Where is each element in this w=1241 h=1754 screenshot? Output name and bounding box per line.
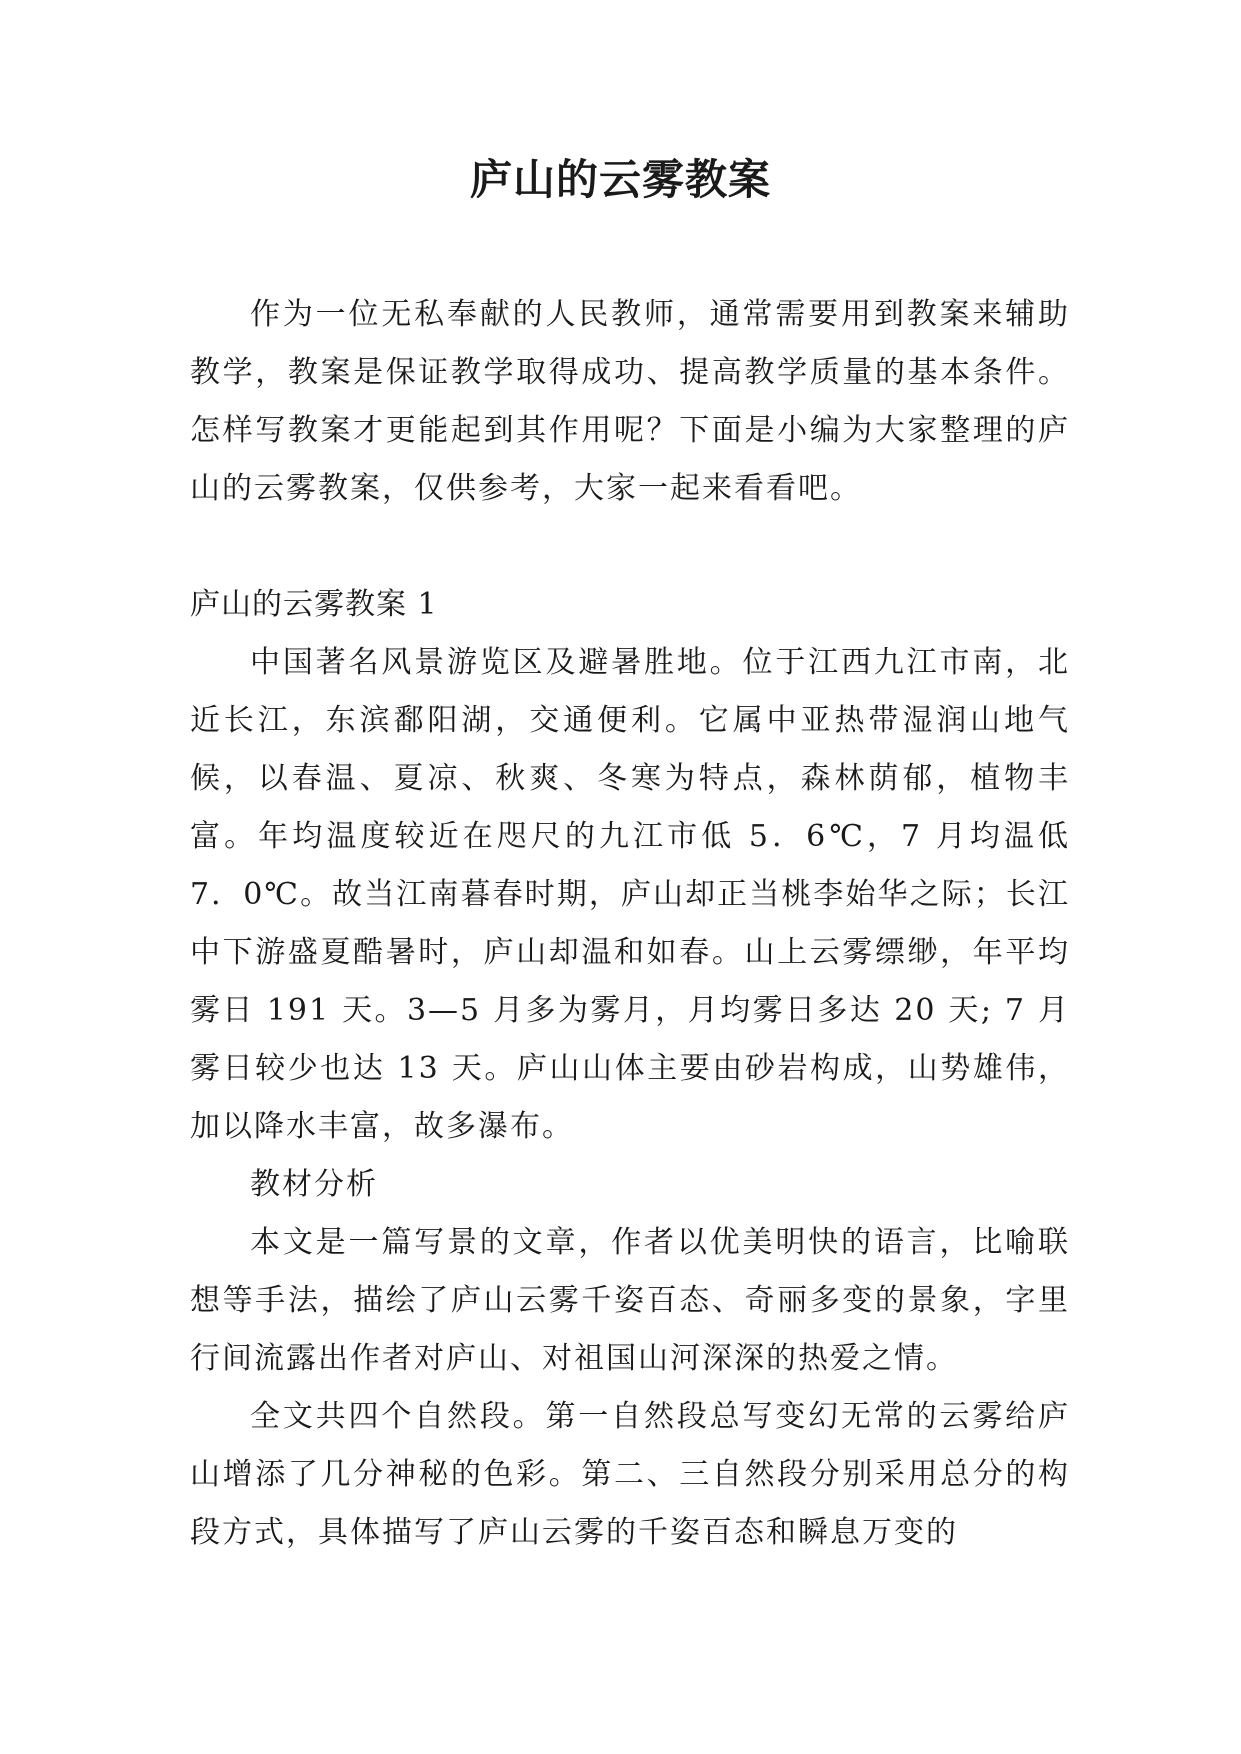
section-title: 庐山的云雾教案 1 (190, 587, 438, 622)
paragraph-overview: 中国著名风景游览区及避暑胜地。位于江西九江市南，北近长江，东滨鄱阳湖，交通便利。它属中亚热带湿润山地气候，以春温、夏凉、秋爽、冬寒为特点，森林荫郁，植物丰富。年均温度较近在咫尺的九江市低 5．6℃，7 月均温低 7．0℃。故当江南暮春时期，庐山却正当桃李始华之际；长江中下游盛夏酷暑时，庐山却温和如春。山上云雾缥缈，年平均雾日 191 天。3—5 月多为雾月，月均雾日多达 20 天; 7 月雾日较少也达 13 天。庐山山体主要由砂岩构成，山势雄伟，加以降水丰富，故多瀑布。 (190, 645, 1070, 1144)
paragraph-structure: 全文共四个自然段。第一自然段总写变幻无常的云雾给庐山增添了几分神秘的色彩。第二、三自然段分别采用总分的构段方式，具体描写了庐山云雾的千姿百态和瞬息万变的 (190, 1399, 1070, 1550)
document-title: 庐山的云雾教案 (469, 155, 771, 204)
intro-paragraph: 作为一位无私奉献的人民教师，通常需要用到教案来辅助教学，教案是保证教学取得成功、提高教学质量的基本条件。怎样写教案才更能起到其作用呢？下面是小编为大家整理的庐山的云雾教案，仅供参考，大家一起来看看吧。 (190, 297, 1070, 506)
paragraph-heading-material-analysis: 教材分析 (250, 1167, 378, 1202)
paragraph-material-analysis: 本文是一篇写景的文章，作者以优美明快的语言，比喻联想等手法，描绘了庐山云雾千姿百态、奇丽多变的景象，字里行间流露出作者对庐山、对祖国山河深深的热爱之情。 (190, 1225, 1070, 1376)
document-body (190, 286, 1070, 1562)
